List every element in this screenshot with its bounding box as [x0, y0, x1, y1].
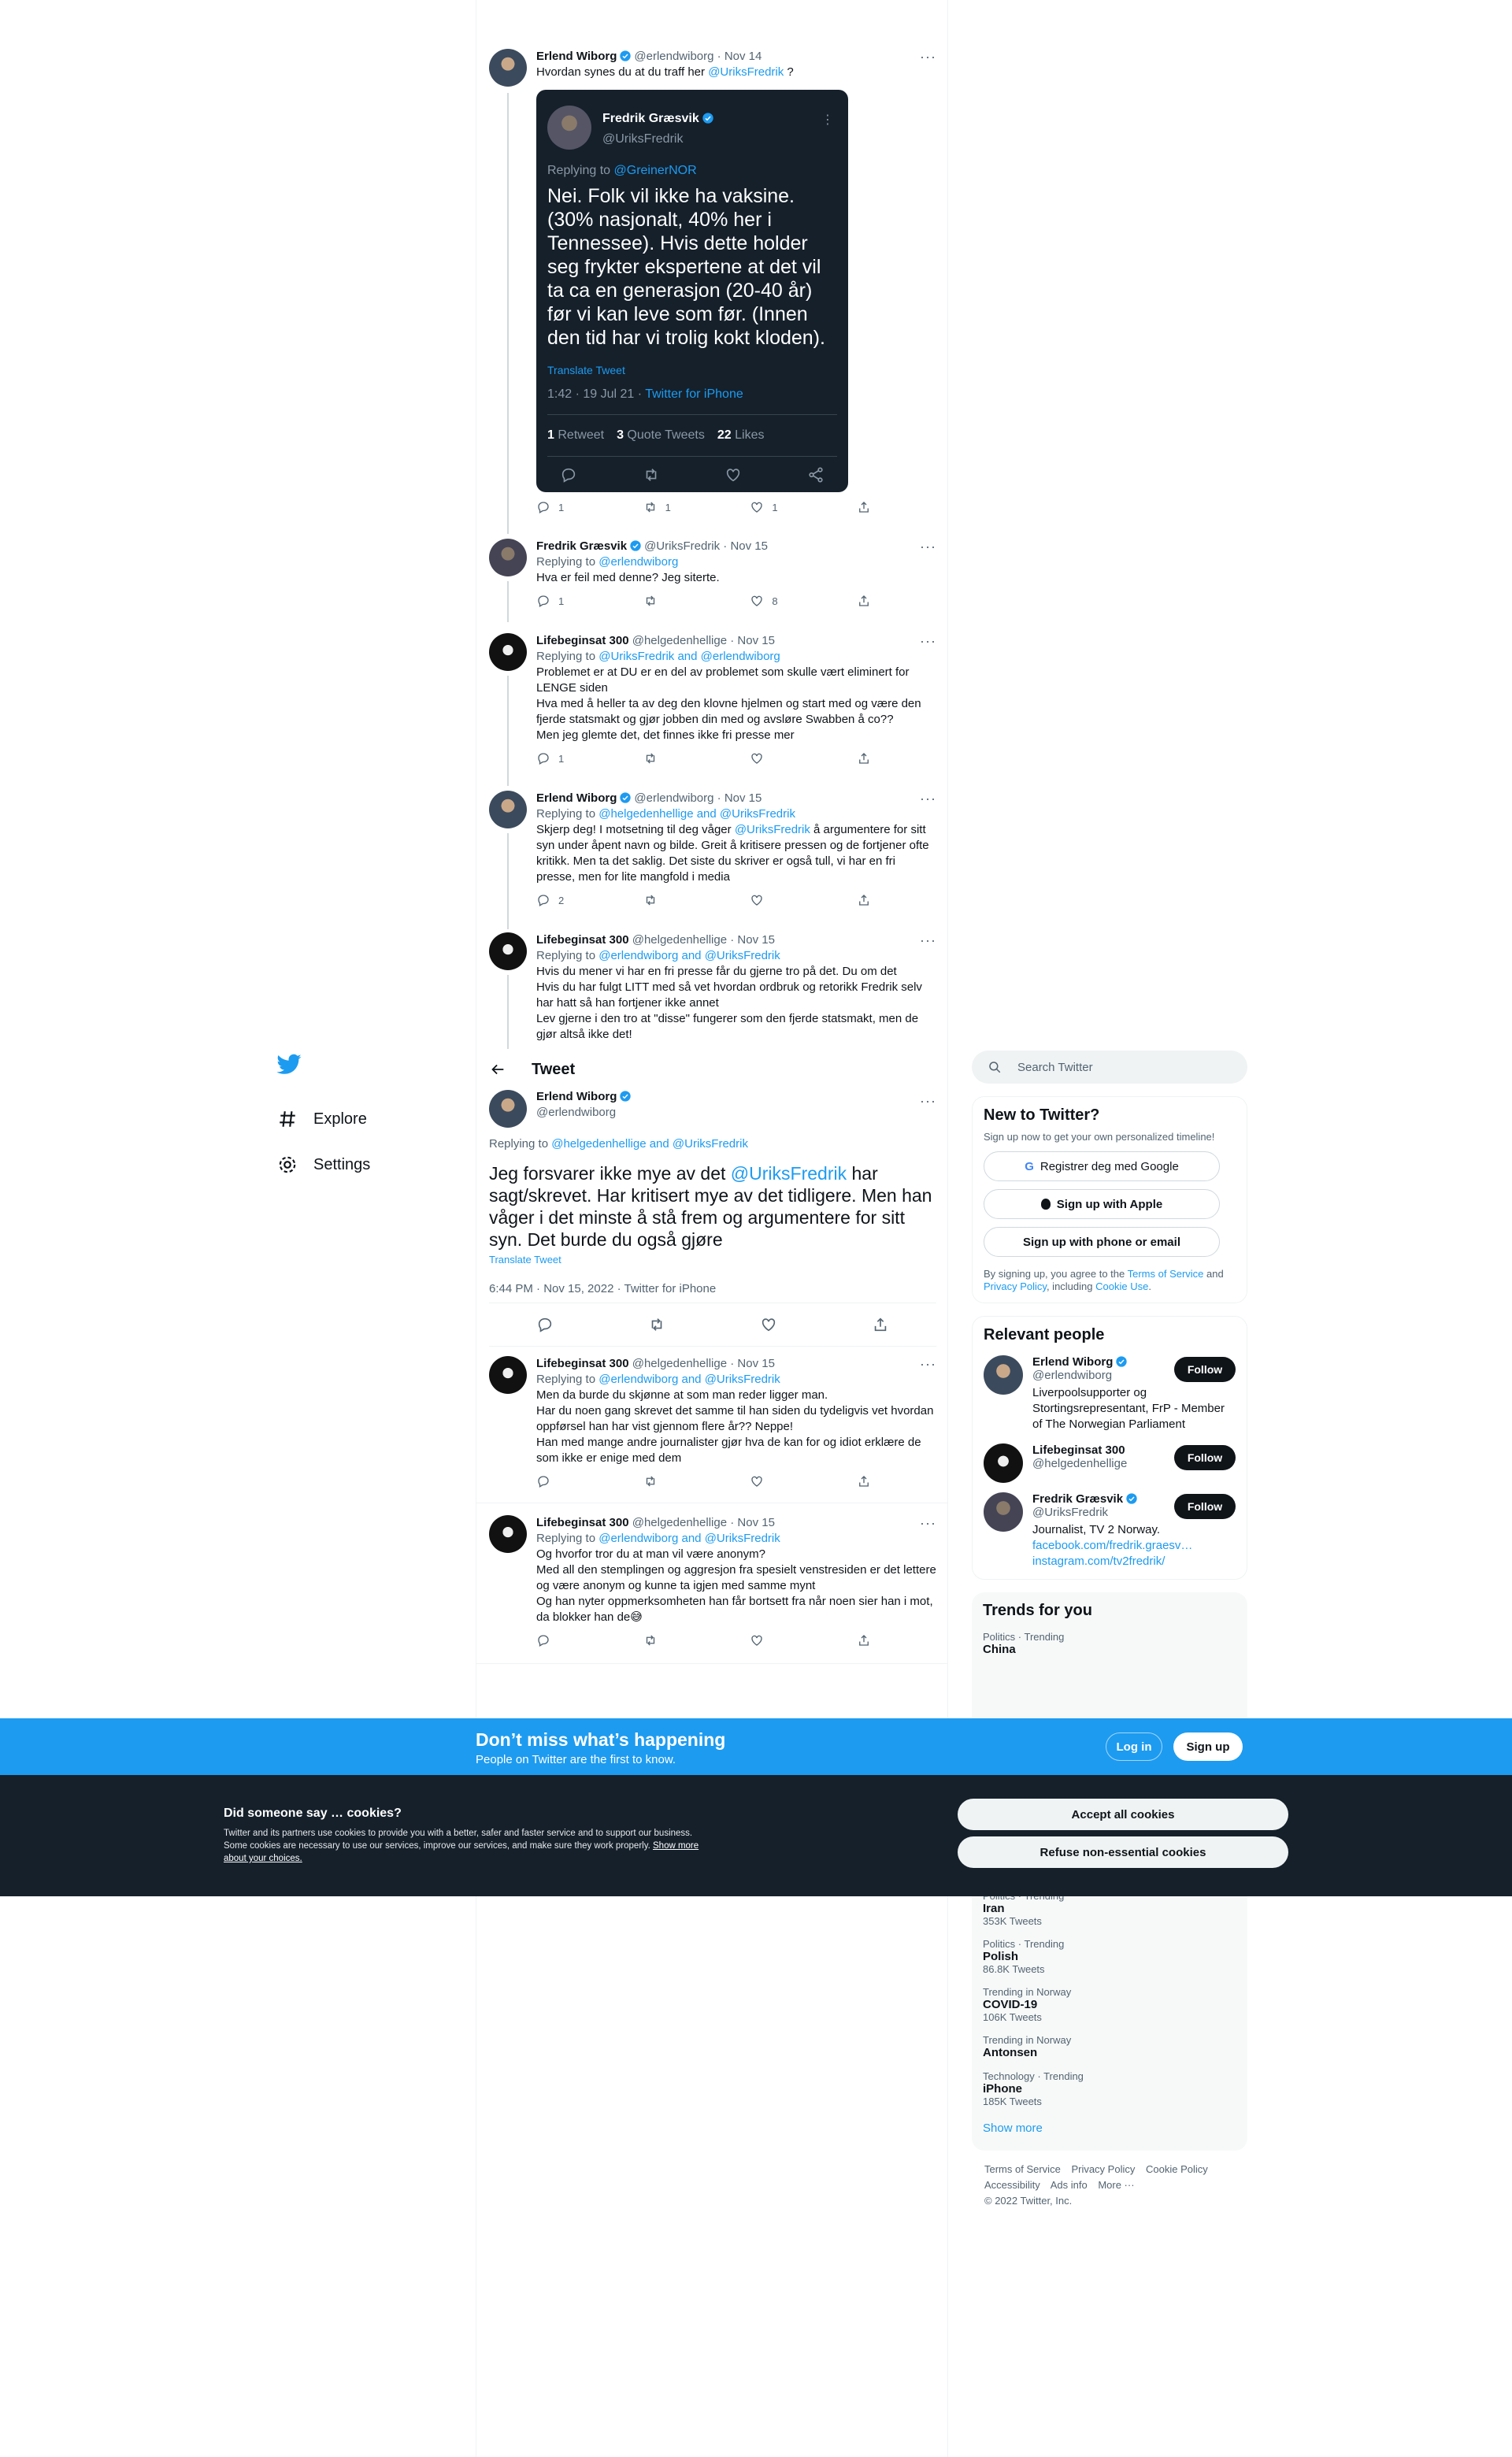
trend-context: Politics · Trending: [983, 1938, 1065, 1950]
signup-subtitle: Sign up now to get your own personalized timeline!: [984, 1131, 1215, 1143]
quoted-tweet-text: Nei. Folk vil ikke ha vaksine. (30% nasjonalt, 40% her i Tennessee). Hvis dette holder seg frykter ekspertene at det vil ta ca en generasjon (20-40 år) før vi kan leve som før. (Innen den tid har vi trolig kokt kloden).: [547, 185, 825, 349]
trend-count: 106K Tweets: [983, 2011, 1042, 2023]
retweet-count[interactable]: [547, 428, 604, 443]
trend-count: 353K Tweets: [983, 1915, 1042, 1927]
like-button[interactable]: [750, 1633, 797, 1647]
author-name[interactable]: [536, 1090, 634, 1103]
mention-link[interactable]: @erlendwiborg and @UriksFredrik: [598, 949, 780, 962]
more-icon[interactable]: ···: [920, 1356, 936, 1372]
replying-to: [536, 806, 936, 822]
mention-link[interactable]: @UriksFredrik and @erlendwiborg: [598, 650, 780, 663]
trend-name: China: [983, 1643, 1016, 1656]
apple-icon: [1041, 1199, 1051, 1210]
stat-label: Quote Tweets: [627, 428, 705, 442]
signup-button[interactable]: Sign up: [1173, 1732, 1243, 1761]
retweet-count: 1: [665, 501, 671, 513]
nav-settings[interactable]: [276, 1142, 465, 1188]
verified-icon: [1125, 1492, 1138, 1505]
avatar[interactable]: [489, 1515, 527, 1553]
verified-icon: [629, 539, 642, 552]
apple-signup-button[interactable]: [984, 1189, 1220, 1219]
nav-settings-label: Settings: [313, 1155, 371, 1173]
share-button[interactable]: [857, 594, 871, 608]
person-link[interactable]: instagram.com/tv2fredrik/: [1032, 1555, 1166, 1568]
author-handle[interactable]: @erlendwiborg: [536, 1106, 617, 1119]
verified-icon: [619, 791, 632, 804]
nav-explore-label: Explore: [313, 1110, 367, 1128]
replying-label: Replying to: [536, 555, 599, 569]
replying-to: [536, 1531, 936, 1547]
cookie-text-body: Twitter and its partners use cookies to provide you with a better, safer and faster service and to support our business. Some cookies are necessary to use our services, improve our services, and make sure they work properly.: [224, 1829, 693, 1851]
person-name[interactable]: Lifebeginsat 300: [1032, 1443, 1125, 1457]
left-nav: [276, 1051, 465, 1188]
search-placeholder: Search Twitter: [1017, 1060, 1093, 1074]
more-icon[interactable]: ···: [920, 49, 936, 65]
more-icon[interactable]: ···: [920, 633, 936, 649]
trend-name: Polish: [983, 1950, 1019, 1963]
twitter-logo-icon[interactable]: [276, 1051, 302, 1077]
trend-item[interactable]: [983, 1986, 1236, 2023]
signup-banner: [0, 1718, 1512, 1775]
share-button[interactable]: [857, 751, 871, 765]
author-handle[interactable]: @erlendwiborg: [634, 791, 714, 805]
person-handle[interactable]: @helgedenhellige: [1032, 1457, 1128, 1470]
avatar[interactable]: [489, 49, 527, 87]
quote-count[interactable]: [617, 428, 705, 443]
reply-icon: [536, 500, 550, 514]
translate-tweet-link[interactable]: Translate Tweet: [489, 1254, 561, 1266]
like-button[interactable]: [750, 893, 797, 907]
privacy-policy-link[interactable]: Privacy Policy: [984, 1280, 1047, 1292]
replying-to: [536, 1372, 936, 1388]
nav-explore[interactable]: [276, 1096, 465, 1142]
main-column: [476, 0, 948, 2457]
reply-button[interactable]: [536, 594, 584, 608]
avatar[interactable]: [489, 633, 527, 671]
mention-link[interactable]: @helgedenhellige and @UriksFredrik: [551, 1137, 748, 1151]
tweet-header: Fredrik Græsvik @UriksFredrik · Nov 15: [536, 539, 768, 553]
apple-signup-label: Sign up with Apple: [1056, 1197, 1163, 1211]
reply-button[interactable]: [536, 893, 584, 907]
share-button[interactable]: [857, 1633, 871, 1647]
back-arrow-icon[interactable]: [489, 1061, 506, 1078]
replying-label: Replying to: [536, 807, 599, 821]
author-handle[interactable]: @helgedenhellige: [632, 1516, 728, 1529]
quoted-stats: [547, 414, 837, 457]
terms-text: By signing up, you agree to the: [984, 1268, 1128, 1280]
relevant-people-title: Relevant people: [984, 1326, 1105, 1343]
more-icon[interactable]: ···: [920, 539, 936, 554]
search-input[interactable]: [972, 1051, 1247, 1084]
mention-link[interactable]: @erlendwiborg: [598, 555, 679, 569]
reply-icon: [536, 893, 550, 907]
verified-icon: [619, 1090, 632, 1102]
retweet-button[interactable]: [643, 1633, 691, 1647]
avatar[interactable]: [984, 1492, 1023, 1532]
like-button[interactable]: [750, 500, 797, 514]
tweet[interactable]: [489, 932, 936, 1043]
tweet-header: Lifebeginsat 300 @helgedenhellige · Nov 15: [536, 933, 775, 947]
like-icon: [750, 594, 764, 608]
tweet-actions: [536, 500, 871, 514]
tweet-actions: [536, 1633, 871, 1647]
retweet-button[interactable]: [643, 1474, 691, 1488]
tweet-text: Men da burde du skjønne at som man reder ligger man. Har du noen gang skrevet det samme til han siden du tydeligvis vet hvordan oppførsel han har vist gjennom flere år?? Neppe! Han med mange andre journalister gjør hva de kan for og idiot erklære de som ikke er enige med dem: [536, 1388, 934, 1465]
retweet-icon: [643, 1633, 658, 1647]
footer: [972, 2162, 1247, 2209]
show-more-link[interactable]: Show more: [983, 2122, 1043, 2135]
mention-link[interactable]: @UriksFredrik: [708, 65, 784, 79]
cookie-choices-link[interactable]: Show more about your choices.: [224, 1841, 699, 1863]
avatar[interactable]: [489, 791, 527, 828]
author-name[interactable]: Lifebeginsat 300: [536, 1516, 629, 1529]
quoted-tweet-card[interactable]: [536, 90, 848, 492]
mention-link[interactable]: @helgedenhellige and @UriksFredrik: [598, 807, 795, 821]
trend-name: Iran: [983, 1902, 1005, 1915]
verified-icon: [702, 112, 714, 124]
reply-button[interactable]: [536, 751, 584, 765]
quoted-name-text: Fredrik Græsvik: [602, 112, 699, 125]
like-button[interactable]: [750, 1474, 797, 1488]
author-handle[interactable]: @helgedenhellige: [632, 634, 728, 647]
reply-icon[interactable]: [536, 1316, 554, 1333]
page-title: Tweet: [532, 1060, 576, 1078]
follow-button[interactable]: Follow: [1174, 1445, 1236, 1470]
tweet[interactable]: [489, 633, 936, 765]
replying-to: [489, 1137, 748, 1151]
like-icon[interactable]: [760, 1316, 777, 1333]
tweet-actions: [536, 893, 871, 907]
refuse-cookies-button[interactable]: Refuse non-essential cookies: [958, 1836, 1288, 1868]
footer-privacy-link[interactable]: Privacy Policy: [1071, 2163, 1136, 2175]
avatar[interactable]: [984, 1355, 1023, 1395]
cookie-banner: [0, 1775, 1512, 1896]
tweet-header: Erlend Wiborg @erlendwiborg · Nov 14: [536, 50, 762, 63]
signup-terms: [984, 1268, 1236, 1293]
phone-signup-button[interactable]: Sign up with phone or email: [984, 1227, 1220, 1257]
right-sidebar: [972, 1051, 1247, 2209]
share-button[interactable]: [857, 1474, 871, 1488]
avatar[interactable]: [489, 1090, 527, 1128]
reply-button[interactable]: [536, 1474, 584, 1488]
reply-count: 1: [558, 752, 565, 765]
more-icon[interactable]: ···: [920, 932, 936, 948]
tweet-date[interactable]: Nov 15: [724, 791, 762, 805]
tweet-text: Hva er feil med denne? Jeg siterte.: [536, 571, 720, 584]
share-icon: [857, 1474, 871, 1488]
trend-name: Antonsen: [983, 2046, 1038, 2059]
reply-icon[interactable]: [560, 466, 577, 484]
mention-link[interactable]: @UriksFredrik: [730, 1163, 847, 1184]
hashtag-icon: [276, 1107, 299, 1131]
like-button[interactable]: [750, 594, 797, 608]
replying-to: [536, 948, 936, 964]
tweet-date[interactable]: Nov 14: [724, 50, 762, 63]
terms-text: , including: [1046, 1280, 1096, 1292]
author-name[interactable]: Erlend Wiborg: [536, 791, 617, 805]
retweet-button[interactable]: [643, 500, 691, 514]
like-icon: [750, 1633, 764, 1647]
tweet-header: Lifebeginsat 300 @helgedenhellige · Nov 15: [536, 1516, 775, 1529]
follow-button[interactable]: Follow: [1174, 1494, 1236, 1519]
like-icon: [750, 1474, 764, 1488]
terms-of-service-link[interactable]: Terms of Service: [1127, 1268, 1204, 1280]
share-icon: [857, 751, 871, 765]
reply-count: 1: [558, 501, 565, 513]
tweet-text: Og hvorfor tror du at man vil være anonym? Med all den stemplingen og aggresjon fra spesielt venstresiden er det lettere og være anonym og kunne ta igjen med samme mynt Og han nyter oppmerksomheten han får bortsett fra når noen sier han i mot, da blokker han de😅: [536, 1547, 936, 1624]
login-button[interactable]: Log in: [1106, 1732, 1162, 1761]
retweet-icon: [643, 751, 658, 765]
tweet-text: [536, 822, 936, 885]
more-icon[interactable]: ···: [920, 791, 936, 806]
quoted-author-handle[interactable]: @UriksFredrik: [602, 132, 684, 146]
reply-button[interactable]: [536, 500, 584, 514]
reply-count: 1: [558, 595, 565, 607]
replying-label: Replying to: [536, 650, 599, 663]
translate-tweet-link[interactable]: Translate Tweet: [547, 364, 625, 376]
like-icon: [750, 893, 764, 907]
mention-link[interactable]: @UriksFredrik: [734, 823, 810, 836]
banner-subtitle: People on Twitter are the first to know.: [476, 1753, 676, 1766]
tweet-text: Hvis du mener vi har en fri presse får du gjerne tro på det. Du om det Hvis du har fulgt LITT med så vet hvordan ordbruk og retorikk Fredrik selv har hatt så han fortjener ikke annet Lev gjerne i den tro at "disse" fungerer som den fjerde statsmakt, men de gjør altså ikke det!: [536, 965, 922, 1041]
like-count: 1: [772, 501, 778, 513]
retweet-icon[interactable]: [643, 466, 660, 484]
footer-accessibility-link[interactable]: Accessibility: [984, 2179, 1040, 2191]
tweet-header: Erlend Wiborg @erlendwiborg · Nov 15: [536, 791, 762, 805]
mention-link[interactable]: @GreinerNOR: [613, 164, 697, 177]
replying-label: Replying to: [547, 164, 614, 177]
divider: [476, 1663, 947, 1664]
trend-count: 185K Tweets: [983, 2096, 1042, 2107]
avatar[interactable]: [547, 106, 591, 150]
replying-label: Replying to: [536, 949, 599, 962]
trend-item[interactable]: [983, 1631, 1236, 1656]
gear-icon: [276, 1153, 299, 1177]
retweet-button[interactable]: [643, 751, 691, 765]
replying-to: [536, 649, 936, 665]
person-bio: Journalist, TV 2 Norway.: [1032, 1523, 1161, 1536]
retweet-icon: [643, 1474, 658, 1488]
footer-cookie-link[interactable]: Cookie Policy: [1145, 2163, 1208, 2175]
share-icon[interactable]: [872, 1316, 889, 1333]
quoted-timestamp: [547, 387, 743, 402]
trend-count: 86.8K Tweets: [983, 1963, 1045, 1975]
trend-name: iPhone: [983, 2082, 1023, 2096]
replying-label: Replying to: [536, 1532, 599, 1545]
avatar[interactable]: [489, 932, 527, 970]
more-icon[interactable]: ⋮: [821, 113, 834, 127]
cookie-use-link[interactable]: Cookie Use: [1095, 1280, 1149, 1292]
author-handle[interactable]: @helgedenhellige: [632, 1357, 728, 1370]
reply-icon: [536, 594, 550, 608]
author-name[interactable]: Fredrik Græsvik: [536, 539, 628, 553]
reply-icon: [536, 1633, 550, 1647]
stat-value: 3: [617, 428, 624, 442]
trend-context: Politics · Trending: [983, 1631, 1065, 1643]
footer-ads-link[interactable]: Ads info: [1050, 2179, 1088, 2191]
tweet[interactable]: [489, 791, 936, 907]
tweet-text: [489, 1162, 935, 1251]
tweet-text-part: Jeg forsvarer ikke mye av det: [489, 1163, 731, 1184]
mention-link[interactable]: @erlendwiborg and @UriksFredrik: [598, 1532, 780, 1545]
person-bio: Liverpoolsupporter og Stortingsrepresentant, FrP - Member of The Norwegian Parliament: [1032, 1386, 1225, 1431]
reply-count: 2: [558, 894, 565, 906]
tweet-text-part: Skjerp deg! I motsetning til deg våger: [536, 823, 735, 836]
more-icon[interactable]: ···: [920, 1515, 936, 1531]
avatar[interactable]: [489, 539, 527, 576]
google-signup-label: Registrer deg med Google: [1040, 1159, 1179, 1173]
accept-cookies-button[interactable]: Accept all cookies: [958, 1799, 1288, 1830]
share-button[interactable]: [857, 893, 871, 907]
tweet-date[interactable]: Nov 15: [737, 1516, 775, 1529]
trend-item[interactable]: [983, 1938, 1236, 1975]
footer-more-link[interactable]: More ···: [1098, 2179, 1135, 2191]
author-name[interactable]: Lifebeginsat 300: [536, 1357, 629, 1370]
tweet-timestamp[interactable]: 6:44 PM · Nov 15, 2022 · Twitter for iPhone: [489, 1282, 717, 1295]
author-handle[interactable]: @erlendwiborg: [634, 50, 714, 63]
share-icon: [857, 893, 871, 907]
person-card[interactable]: [984, 1492, 1236, 1569]
reply-button[interactable]: [536, 1633, 584, 1647]
like-icon: [750, 500, 764, 514]
terms-text: and: [1203, 1268, 1224, 1280]
footer-terms-link[interactable]: Terms of Service: [984, 2163, 1061, 2175]
trends-title: Trends for you: [983, 1602, 1092, 1619]
retweet-button[interactable]: [643, 893, 691, 907]
google-icon: G: [1025, 1159, 1034, 1173]
relevant-people-panel: [972, 1316, 1247, 1580]
like-icon: [750, 751, 764, 765]
stat-label: Likes: [735, 428, 765, 442]
tweet-header: Lifebeginsat 300 @helgedenhellige · Nov 15: [536, 1357, 775, 1370]
retweet-button[interactable]: [643, 594, 691, 608]
tweet[interactable]: [489, 1515, 936, 1647]
trend-name: COVID-19: [983, 1998, 1038, 2011]
replying-to: [536, 554, 936, 570]
tweet-text-part: ?: [784, 65, 794, 79]
author-name[interactable]: Lifebeginsat 300: [536, 634, 629, 647]
trend-context: Trending in Norway: [983, 2034, 1072, 2046]
page-header: [476, 1049, 947, 1090]
tweet[interactable]: [489, 1356, 936, 1488]
retweet-icon: [643, 500, 658, 514]
replying-label: Replying to: [489, 1137, 552, 1151]
person-card[interactable]: [984, 1443, 1236, 1481]
quoted-actions: [560, 466, 825, 484]
trend-item[interactable]: [983, 2034, 1236, 2059]
footer-copyright: © 2022 Twitter, Inc.: [984, 2195, 1073, 2207]
retweet-icon[interactable]: [648, 1316, 665, 1333]
replying-label: Replying to: [536, 1373, 599, 1386]
author-handle[interactable]: @UriksFredrik: [644, 539, 721, 553]
source-link[interactable]: Twitter for iPhone: [645, 387, 743, 401]
tweet-text-part: å argumentere for sitt syn under åpent navn og bilde. Greit å kritisere pressen og de fortjener ofte kritikk. Men ta det saklig. Det siste du skriver er også tull, vi har en fri presse, men for lite mangfold i media: [536, 823, 929, 884]
author-handle[interactable]: @helgedenhellige: [632, 933, 728, 947]
tweet-text-part: Hvordan synes du at du traff her: [536, 65, 709, 79]
tweet[interactable]: [489, 49, 936, 514]
retweet-icon: [643, 594, 658, 608]
stat-value: 22: [717, 428, 732, 442]
like-count[interactable]: [717, 428, 765, 443]
stat-label: Retweet: [558, 428, 605, 442]
tweet-actions: [536, 594, 871, 608]
reply-icon: [536, 751, 550, 765]
author-name[interactable]: Lifebeginsat 300: [536, 933, 629, 947]
signup-panel: [972, 1096, 1247, 1303]
signup-title: New to Twitter?: [984, 1106, 1100, 1124]
quoted-replying-to: [547, 164, 697, 178]
tweet[interactable]: [489, 539, 936, 608]
verified-icon: [619, 50, 632, 62]
terms-text: .: [1148, 1280, 1151, 1292]
share-icon[interactable]: [807, 466, 825, 484]
like-button[interactable]: [750, 751, 797, 765]
tweet-actions: [536, 751, 871, 765]
avatar[interactable]: [489, 1356, 527, 1394]
tweet-actions: [536, 1474, 871, 1488]
share-icon: [857, 1633, 871, 1647]
tweet-date[interactable]: Nov 15: [737, 933, 775, 947]
author-name[interactable]: Erlend Wiborg: [536, 50, 617, 63]
trend-context: Trending in Norway: [983, 1986, 1072, 1998]
person-name-text: Erlend Wiborg: [1032, 1355, 1114, 1369]
quoted-author-name[interactable]: [602, 112, 717, 126]
person-link[interactable]: facebook.com/fredrik.graesv…: [1032, 1539, 1193, 1552]
like-icon[interactable]: [724, 466, 742, 484]
person-handle[interactable]: @erlendwiborg: [1032, 1369, 1113, 1382]
tweet-text: [536, 65, 936, 80]
share-icon: [857, 594, 871, 608]
tweet-header: Lifebeginsat 300 @helgedenhellige · Nov 15: [536, 634, 775, 647]
person-handle[interactable]: @UriksFredrik: [1032, 1506, 1109, 1519]
tweet-date[interactable]: Nov 15: [737, 1357, 775, 1370]
share-icon: [857, 500, 871, 514]
mention-link[interactable]: @erlendwiborg and @UriksFredrik: [598, 1373, 780, 1386]
person-name-text: Fredrik Græsvik: [1032, 1492, 1124, 1506]
retweet-icon: [643, 893, 658, 907]
stat-value: 1: [547, 428, 554, 442]
tweet-text: Problemet er at DU er en del av problemet som skulle vært eliminert for LENGE siden Hva med å heller ta av deg den klovne hjelmen og start med og være den fjerde statsmakt og gjør jobben din med og avsløre Swabben å co?? Men jeg glemte det, det finnes ikke fri presse mer: [536, 665, 921, 742]
trend-item[interactable]: [983, 2070, 1236, 2107]
like-count: 8: [772, 595, 778, 607]
search-icon: [988, 1060, 1002, 1074]
share-button[interactable]: [857, 500, 871, 514]
tweet-date[interactable]: Nov 15: [730, 539, 768, 553]
quoted-time-text: 1:42 · 19 Jul 21 ·: [547, 387, 646, 401]
banner-title: Don’t miss what’s happening: [476, 1729, 726, 1750]
trend-context: Technology · Trending: [983, 2070, 1084, 2082]
author-name-text: Erlend Wiborg: [536, 1090, 617, 1103]
cookie-title: Did someone say … cookies?: [224, 1807, 402, 1820]
google-signup-button[interactable]: [984, 1151, 1220, 1181]
tweet-actions: [489, 1303, 936, 1347]
tweet-text-part: har sagt/skrevet. Har kritisert mye av det tidligere. Men han våger i det minste å stå frem og argumentere for sitt syn. Det burde du også gjøre: [489, 1163, 932, 1250]
avatar[interactable]: [984, 1443, 1023, 1483]
tweet-date[interactable]: Nov 15: [737, 634, 775, 647]
person-card[interactable]: [984, 1355, 1236, 1432]
verified-icon: [1115, 1355, 1128, 1368]
cookie-text: [224, 1827, 712, 1865]
reply-icon: [536, 1474, 550, 1488]
follow-button[interactable]: Follow: [1174, 1357, 1236, 1382]
more-icon[interactable]: ···: [920, 1093, 936, 1109]
